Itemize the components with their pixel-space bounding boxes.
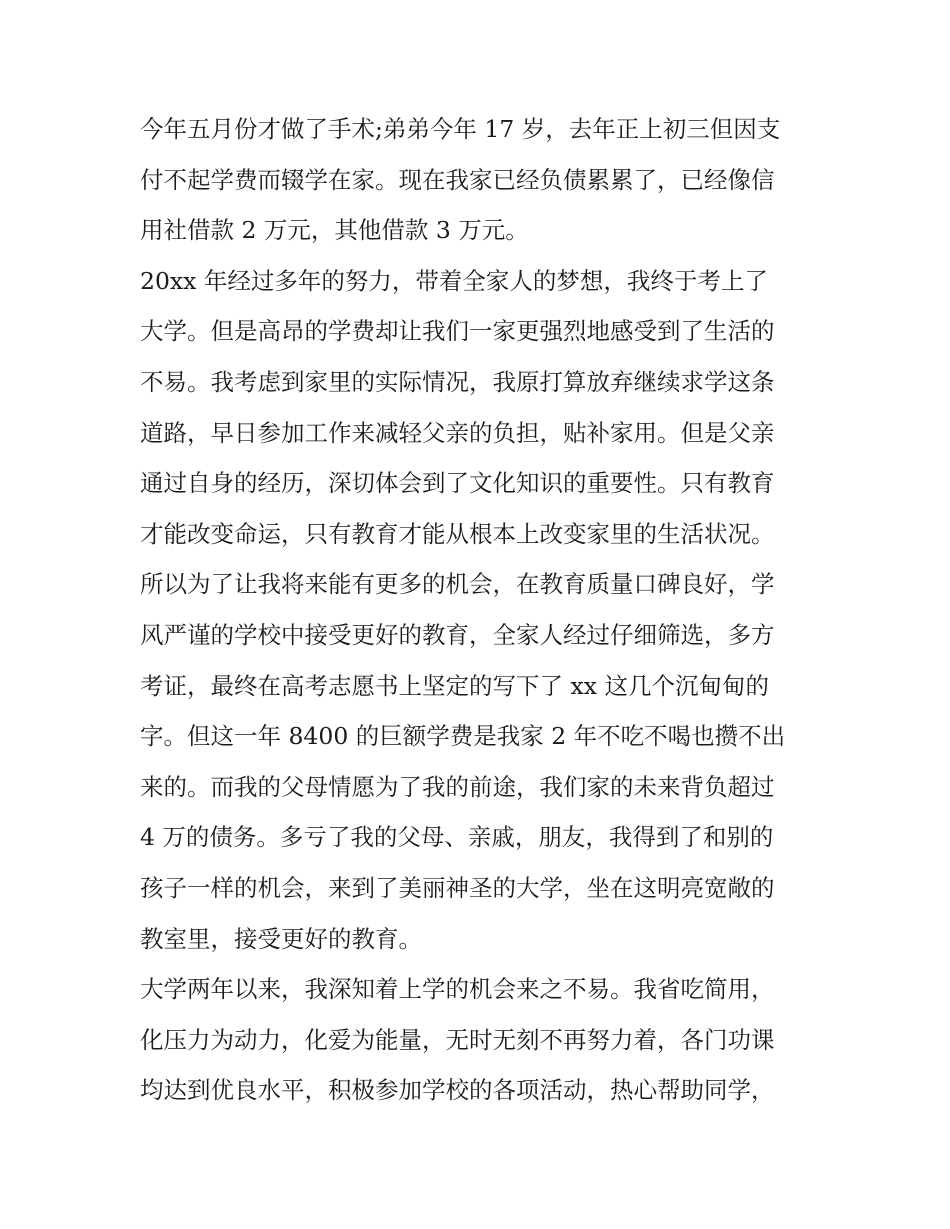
text-line: 道路，早日参加工作来减轻父亲的负担，贴补家用。但是父亲 [140,418,775,447]
text-line: 孩子一样的机会，来到了美丽神圣的大学，坐在这明亮宽敞的 [140,873,775,902]
text-line: 所以为了让我将来能有更多的机会，在教育质量口碑良好，学 [140,570,775,599]
body-text [140,104,820,1116]
text-line: 4 万的债务。多亏了我的父母、亲戚，朋友，我得到了和别的 [140,823,774,852]
text-line: 风严谨的学校中接受更好的教育，全家人经过仔细筛选，多方 [140,620,775,649]
text-line: 大学两年以来，我深知着上学的机会来之不易。我省吃简用， [140,975,775,1004]
text-line: 来的。而我的父母情愿为了我的前途，我们家的未来背负超过 [140,772,775,801]
text-line: 用社借款 2 万元，其他借款 3 万元。 [140,216,529,245]
text-line: 才能改变命运，只有教育才能从根本上改变家里的生活状况。 [140,519,775,548]
text-line: 大学。但是高昂的学费却让我们一家更强烈地感受到了生活的 [140,317,775,346]
text-line: 今年五月份才做了手术;弟弟今年 17 岁，去年正上初三但因支 [140,115,781,143]
text-line: 教室里，接受更好的教育。 [140,924,422,953]
text-line: 20xx 年经过多年的努力，带着全家人的梦想，我终于考上了 [140,266,768,295]
text-line: 考证，最终在高考志愿书上坚定的写下了 xx 这几个沉甸甸的 [140,671,769,700]
text-line: 通过自身的经历，深切体会到了文化知识的重要性。只有教育 [140,469,775,498]
text-line: 付不起学费而辍学在家。现在我家已经负债累累了，已经像信 [140,165,775,194]
text-line: 字。但这一年 8400 的巨额学费是我家 2 年不吃不喝也攒不出 [140,722,786,751]
text-line: 均达到优良水平，积极参加学校的各项活动，热心帮助同学， [140,1076,775,1105]
text-line: 不易。我考虑到家里的实际情况，我原打算放弃继续求学这条 [140,367,775,396]
text-line: 化压力为动力，化爱为能量，无时无刻不再努力着，各门功课 [140,1025,775,1054]
